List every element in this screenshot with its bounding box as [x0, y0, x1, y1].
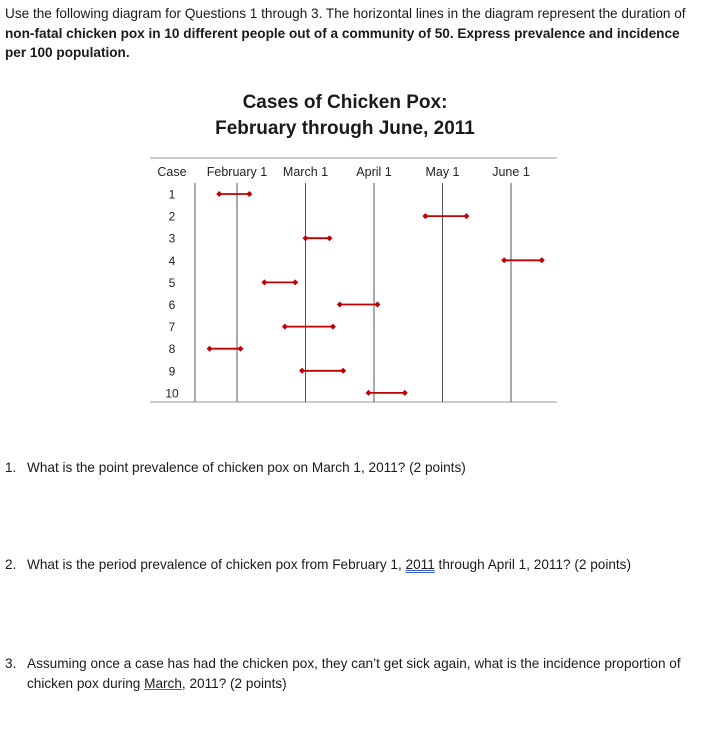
case-duration-endpoint — [292, 279, 298, 285]
question-3-underlined-word: March, — [144, 675, 186, 691]
question-3-number: 3. — [5, 656, 17, 671]
chart-title-line2: February through June, 2011 — [215, 118, 475, 139]
case-duration-endpoint — [246, 191, 252, 197]
case-number-label: 10 — [165, 386, 179, 401]
month-tick-label: April 1 — [356, 165, 392, 179]
case-duration-endpoint — [340, 368, 346, 374]
case-duration-endpoint — [402, 390, 408, 396]
case-duration-endpoint — [539, 257, 545, 263]
case-number-label: 3 — [168, 231, 176, 246]
case-duration-endpoint — [501, 257, 507, 263]
month-tick-label: June 1 — [492, 165, 530, 179]
case-number-label: 9 — [168, 364, 176, 379]
case-duration-endpoint — [261, 279, 267, 285]
case-number-label: 7 — [168, 320, 176, 335]
question-2 — [5, 555, 695, 575]
month-tick-label: March 1 — [282, 165, 329, 179]
case-duration-endpoint — [216, 191, 222, 197]
case-column-header: Case — [157, 165, 187, 179]
case-number-label: 5 — [168, 275, 176, 290]
case-number-label: 2 — [168, 209, 176, 224]
case-duration-endpoint — [303, 235, 309, 241]
case-number-label: 6 — [168, 298, 176, 312]
question-2-text — [5, 555, 695, 575]
question-1-text: What is the point prevalence of chicken pox on March 1, 2011? (2 points) — [27, 460, 466, 475]
case-duration-endpoint — [422, 213, 428, 219]
question-2-underlined-word: 2011 — [405, 557, 435, 572]
case-duration-endpoint — [330, 324, 336, 330]
month-tick-label: February 1 — [206, 165, 268, 179]
case-duration-endpoint — [282, 324, 288, 330]
question-1 — [5, 458, 695, 478]
question-2-number: 2. — [5, 557, 17, 572]
case-duration-endpoint — [207, 346, 213, 352]
question-2-text-end: through April 1, 2011? (2 points) — [434, 557, 632, 572]
case-number-label: 1 — [168, 187, 176, 202]
intro-bold-text: non-fatal chicken pox in 10 different people out of a community of 50. Express prevalence and incidence per 100 population. — [5, 25, 680, 60]
question-1-number: 1. — [5, 460, 17, 475]
question-2-text-part: What is the period prevalence of chicken pox from February 1, — [27, 557, 406, 572]
case-duration-endpoint — [366, 390, 372, 396]
case-duration-endpoint — [237, 346, 243, 352]
case-duration-endpoint — [326, 235, 332, 241]
case-number-label: 4 — [168, 253, 176, 268]
case-number-label: 8 — [168, 342, 176, 357]
case-duration-endpoint — [374, 302, 380, 308]
question-3 — [5, 654, 695, 693]
question-3-text — [5, 654, 695, 693]
case-duration-endpoint — [337, 302, 343, 308]
case-duration-endpoint — [463, 213, 469, 219]
question-3-text-part: Assuming once a case has had the chicken pox, they can’t get sick again, what is the incidence proportion of chicken pox during — [27, 656, 681, 691]
case-duration-endpoint — [299, 368, 305, 374]
chart-title-line1: Cases of Chicken Pox: — [242, 92, 448, 113]
question-3-text-end: 2011? (2 points) — [185, 675, 287, 691]
intro-text: Use the following diagram for Questions 1 through 3. The horizontal lines in the diagram represent the duration of — [5, 6, 686, 21]
month-tick-label: May 1 — [425, 165, 460, 179]
